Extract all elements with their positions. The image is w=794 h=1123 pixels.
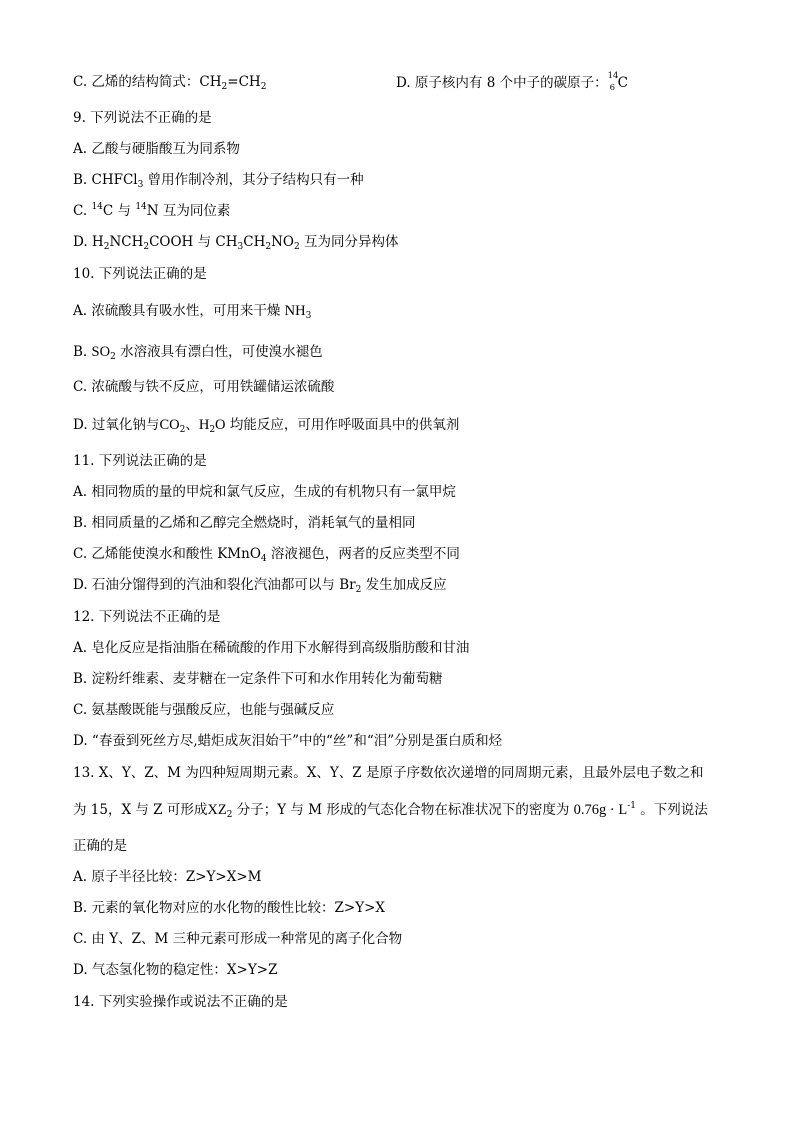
q13-option-c: C. 由 Y、Z、M 三种元素可形成一种常见的离子化合物: [73, 931, 403, 947]
q10-option-a: A. 浓硫酸具有吸水性，可用来干燥 $NH_3$: [73, 303, 312, 321]
q11-stem: 11. 下列说法正确的是: [73, 453, 207, 469]
q10-option-c: C. 浓硫酸与铁不反应，可用铁罐储运浓硫酸: [73, 379, 335, 395]
q11-option-b: B. 相同质量的乙烯和乙醇完全燃烧时，消耗氧气的量相同: [73, 515, 416, 531]
q8-option-d: D. 原子核内有 8 个中子的碳原子： 14 6 C: [396, 71, 628, 93]
q9-option-c: C. $^{14}$C 与 $^{14}$N 互为同位素: [73, 202, 231, 219]
q10-option-d: D. 过氧化钠与$CO_2$、$H_2O$ 均能反应，可用作呼吸面具中的供氧剂: [73, 417, 460, 435]
q11-option-c: C. 乙烯能使溴水和酸性 KMnO$_4$ 溶液褪色，两者的反应类型不同: [73, 546, 460, 564]
q9-stem: 9. 下列说法不正确的是: [73, 110, 212, 126]
nuclide-symbol: 14 6: [607, 71, 619, 93]
q9-option-a: A. 乙酸与硬脂酸互为同系物: [73, 141, 240, 157]
q12-option-c: C. 氨基酸既能与强酸反应，也能与强碱反应: [73, 702, 335, 718]
q13-stem-line3: 正确的是: [73, 838, 127, 854]
q9-option-b: B. CHFCl$_3$ 曾用作制冷剂，其分子结构只有一种: [73, 172, 364, 190]
q11-option-a: A. 相同物质的量的甲烷和氯气反应，生成的有机物只有一氯甲烷: [73, 484, 456, 500]
q12-option-a: A. 皂化反应是指油脂在稀硫酸的作用下水解得到高级脂肪酸和甘油: [73, 640, 470, 656]
q13-stem-line2: 为 15，X 与 Z 可形成$XZ_2$ 分子；Y 与 M 形成的气态化合物在标准状况下的密度为 $0.76g \cdot L^{-1}$ 。下列说法: [73, 801, 708, 820]
q14-stem: 14. 下列实验操作或说法不正确的是: [73, 994, 288, 1010]
q11-option-d: D. 石油分馏得到的汽油和裂化汽油都可以与 $Br_2$ 发生加成反应: [73, 577, 447, 595]
q13-option-d: D. 气态氢化物的稳定性：X>Y>Z: [73, 962, 278, 978]
q13-stem-line1: 13. X、Y、Z、M 为四种短周期元素。X、Y、Z 是原子序数依次递增的同周期元素，且最外层电子数之和: [73, 765, 704, 781]
q12-option-b: B. 淀粉纤维素、麦芽糖在一定条件下可和水作用转化为葡萄糖: [73, 671, 443, 687]
q10-option-b: B. $SO_2$ 水溶液具有漂白性，可使溴水褪色: [73, 344, 323, 362]
q13-option-a: A. 原子半径比较：Z>Y>X>M: [73, 869, 262, 885]
q12-stem: 12. 下列说法不正确的是: [73, 609, 221, 625]
q8-option-c: C. 乙烯的结构简式：$CH_2=CH_2$: [73, 74, 267, 92]
q13-option-b: B. 元素的氧化物对应的水化物的酸性比较：Z>Y>X: [73, 900, 386, 916]
q12-option-d: D. “春蚕到死丝方尽,蜡炬成灰泪始干”中的“丝”和“泪”分别是蛋白质和烃: [73, 733, 503, 749]
q9-option-d: D. $H_2NCH_2COOH$ 与 $CH_3CH_2NO_2$ 互为同分异构体: [73, 234, 399, 252]
q10-stem: 10. 下列说法正确的是: [73, 266, 207, 282]
